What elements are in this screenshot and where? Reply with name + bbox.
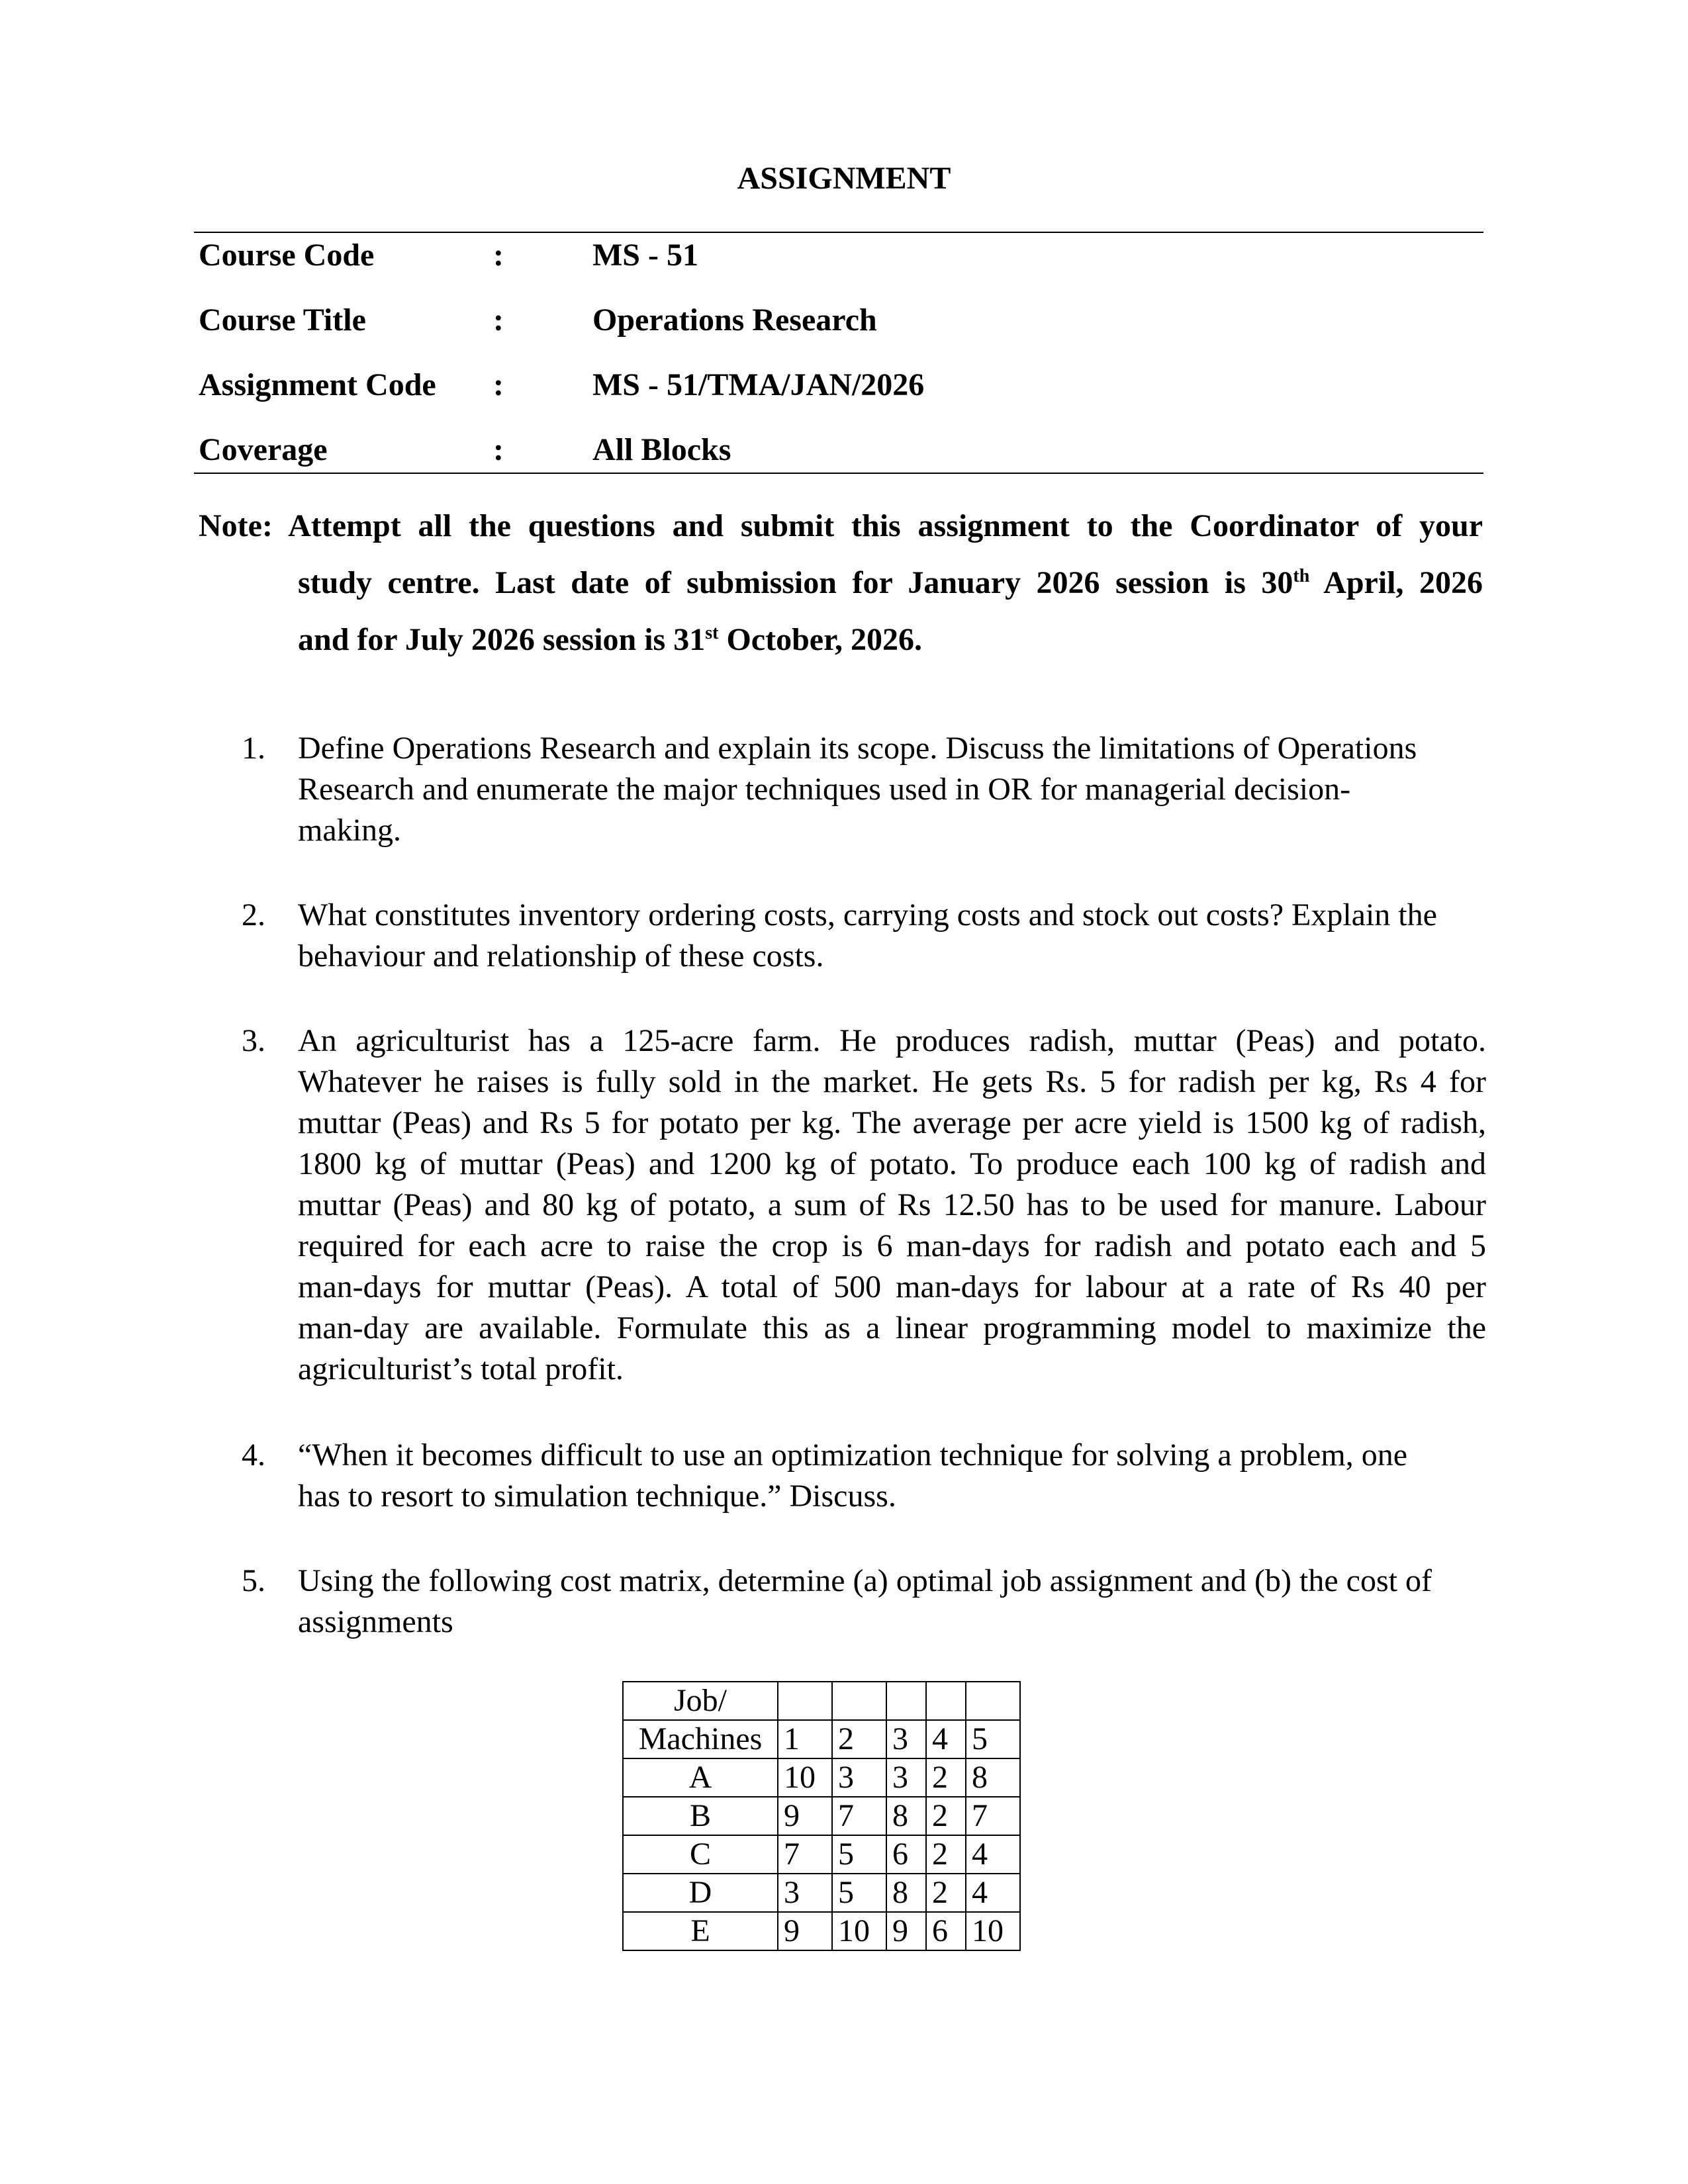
question-number: 2. <box>242 897 265 933</box>
meta-value: MS - 51 <box>592 238 698 273</box>
table-cell: 2 <box>926 1758 966 1797</box>
row-label: B <box>623 1797 778 1835</box>
table-cell: 2 <box>926 1797 966 1835</box>
note-line-1: Note: Attempt all the questions and submit this assignment to the Coordinator of your <box>199 508 1483 543</box>
question-text: Define Operations Research and explain its scope. Discuss the limitations of Operations Research and enumerate the major techniques used in OR for managerial decision- making. <box>298 731 1417 848</box>
column-header: 3 <box>886 1720 926 1758</box>
table-cell: 8 <box>966 1758 1020 1797</box>
table-row <box>623 1758 1020 1797</box>
table-header-row <box>623 1720 1020 1758</box>
table-cell: 7 <box>966 1797 1020 1835</box>
meta-label: Course Title <box>199 302 366 338</box>
meta-value: All Blocks <box>592 432 731 467</box>
table-cell: 3 <box>886 1758 926 1797</box>
question-text: An agriculturist has a 125-acre farm. He produces radish, muttar (Peas) and potato. Whatever he raises is fully sold in the market. He gets Rs. 5 for radish per kg, Rs 4 for muttar (Peas) and Rs 5 for potato per kg. The average per acre yield is 1500 kg of radish, 1800 kg of muttar (Peas) and 1200 kg of potato. To produce each 100 kg of radish and muttar (Peas) and 80 kg of potato, a sum of Rs 12.50 has to be used for manure. Labour required for each acre to raise the crop is 6 man-days for radish and potato each and 5 man-days for muttar (Peas). A total of 500 man-days for labour at a rate of Rs 40 per man-day are available. Formulate this as a linear programming model to maximize the agriculturist’s total profit. <box>298 1023 1486 1387</box>
table-header-job: Job/ <box>623 1682 778 1720</box>
table-cell: 7 <box>832 1797 886 1835</box>
page-title: ASSIGNMENT <box>737 161 951 196</box>
column-header: 5 <box>966 1720 1020 1758</box>
meta-row-course-code <box>199 236 1456 275</box>
question-number: 1. <box>242 731 265 766</box>
table-header-row-top <box>623 1682 1020 1720</box>
table-cell: 10 <box>832 1912 886 1950</box>
meta-colon: : <box>493 302 504 338</box>
table-cell: 6 <box>926 1912 966 1950</box>
table-cell: 4 <box>966 1835 1020 1874</box>
table-cell: 5 <box>832 1874 886 1912</box>
table-header-machines: Machines <box>623 1720 778 1758</box>
table-cell: 9 <box>778 1797 832 1835</box>
question-number: 3. <box>242 1023 265 1058</box>
submission-note <box>199 498 1483 668</box>
table-row <box>623 1874 1020 1912</box>
meta-value: Operations Research <box>592 302 877 338</box>
meta-label: Course Code <box>199 238 375 273</box>
table-cell: 8 <box>886 1797 926 1835</box>
row-label: E <box>623 1912 778 1950</box>
table-cell: 9 <box>778 1912 832 1950</box>
row-label: A <box>623 1758 778 1797</box>
meta-colon: : <box>493 238 504 273</box>
question-number: 4. <box>242 1437 265 1473</box>
note-line-2: study centre. Last date of submission for January 2026 session is 30th April, 2026 <box>298 565 1483 600</box>
table-cell: 2 <box>926 1874 966 1912</box>
question-text: Using the following cost matrix, determine (a) optimal job assignment and (b) the cost of assignments <box>298 1563 1432 1639</box>
table-row <box>623 1797 1020 1835</box>
column-header: 4 <box>926 1720 966 1758</box>
question-text: “When it becomes difficult to use an optimization technique for solving a problem, one has to resort to simulation technique.” Discuss. <box>298 1437 1407 1514</box>
table-cell: 10 <box>778 1758 832 1797</box>
table-cell: 7 <box>778 1835 832 1874</box>
table-cell: 4 <box>966 1874 1020 1912</box>
table-cell: 5 <box>832 1835 886 1874</box>
note-line-3: and for July 2026 session is 31st October, 2026. <box>298 622 922 657</box>
meta-label: Coverage <box>199 432 328 467</box>
table-cell: 9 <box>886 1912 926 1950</box>
row-label: D <box>623 1874 778 1912</box>
top-rule <box>194 232 1483 233</box>
meta-row-course-title <box>199 300 1456 340</box>
table-row <box>623 1835 1020 1874</box>
table-cell: 3 <box>778 1874 832 1912</box>
table-cell: 2 <box>926 1835 966 1874</box>
table-cell: 3 <box>832 1758 886 1797</box>
meta-colon: : <box>493 432 504 467</box>
question-number: 5. <box>242 1563 265 1598</box>
cost-matrix-table <box>622 1681 1021 1951</box>
meta-colon: : <box>493 367 504 402</box>
table-row <box>623 1912 1020 1950</box>
meta-row-coverage <box>199 430 1456 470</box>
column-header: 1 <box>778 1720 832 1758</box>
row-label: C <box>623 1835 778 1874</box>
table-cell: 6 <box>886 1835 926 1874</box>
column-header: 2 <box>832 1720 886 1758</box>
meta-label: Assignment Code <box>199 367 436 402</box>
table-cell: 10 <box>966 1912 1020 1950</box>
question-text: What constitutes inventory ordering costs, carrying costs and stock out costs? Explain the behaviour and relationship of these costs. <box>298 897 1437 974</box>
meta-row-assignment-code <box>199 365 1456 405</box>
bottom-rule <box>194 473 1483 474</box>
meta-value: MS - 51/TMA/JAN/2026 <box>592 367 925 402</box>
table-cell: 8 <box>886 1874 926 1912</box>
